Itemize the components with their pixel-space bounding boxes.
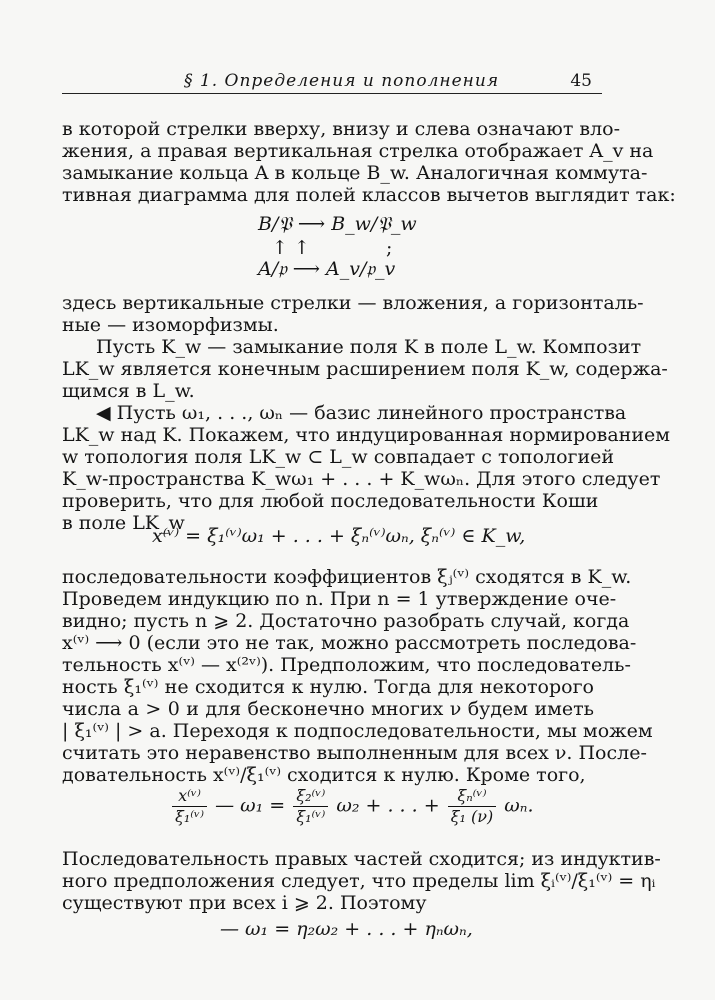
paragraph-6: [62, 848, 661, 914]
text-line: LK_w является конечным расширением поля K_w, содержа-: [62, 358, 668, 380]
text-line: K_w-пространства K_wω₁ + . . . + K_wωₙ. Для этого следует: [62, 468, 661, 490]
text-line: ного предположения следует, что пределы lim ξᵢ⁽ᵛ⁾/ξ₁⁽ᵛ⁾ = ηᵢ: [62, 870, 656, 892]
text-line: здесь вертикальные стрелки — вложения, а горизонталь-: [62, 292, 644, 314]
text-line: проверить, что для любой последовательности Коши: [62, 490, 599, 512]
diagram-semicolon: ;: [386, 237, 393, 259]
paragraph-1: [62, 118, 676, 206]
fraction-3-denominator: ξ₁ (ν): [450, 807, 494, 826]
fraction-1: [172, 786, 207, 827]
fraction-1-numerator: x⁽ᵛ⁾: [172, 786, 207, 807]
equation-2-middle-1: — ω₁ =: [215, 794, 286, 817]
text-line: щимся в L_w.: [62, 380, 195, 402]
text-line: довательность x⁽ᵛ⁾/ξ₁⁽ᵛ⁾ сходится к нулю. Кроме того,: [62, 764, 586, 786]
text-line: считать это неравенство выполненным для всех ν. После-: [62, 742, 647, 764]
text-line: w топология поля LK_w ⊂ L_w совпадает с топологией: [62, 446, 615, 468]
section-title: § 1. Определения и пополнения: [184, 71, 500, 91]
text-line: в поле LK_w: [62, 512, 185, 534]
text-line: ность ξ₁⁽ᵛ⁾ не сходится к нулю. Тогда для некоторого: [62, 676, 594, 698]
fraction-1-denominator: ξ₁⁽ᵛ⁾: [175, 807, 205, 826]
text-line: тивная диаграмма для полей классов вычетов выглядит так:: [62, 184, 676, 206]
text-line: Проведем индукцию по n. При n = 1 утверждение оче-: [62, 588, 617, 610]
text-line: последовательности коэффициентов ξⱼ⁽ᵛ⁾ сходятся в K_w.: [62, 566, 632, 588]
fraction-3: [448, 786, 497, 827]
paragraph-3: [62, 336, 668, 402]
diagram-top-row: B/𝔓 ⟶ B_w/𝔓_w: [258, 213, 417, 235]
fraction-2: [293, 786, 328, 827]
text-line: Последовательность правых частей сходится; из индуктив-: [62, 848, 661, 870]
text-line: существуют при всех i ⩾ 2. Поэтому: [62, 892, 427, 914]
text-line: Пусть K_w — замыкание поля K в поле L_w. Композит: [96, 336, 642, 358]
fraction-3-numerator: ξₙ⁽ᵛ⁾: [448, 786, 497, 807]
fraction-2-denominator: ξ₁⁽ᵛ⁾: [296, 807, 326, 826]
equation-1: x⁽ᵛ⁾ = ξ₁⁽ᵛ⁾ω₁ + . . . + ξₙ⁽ᵛ⁾ωₙ, ξₙ⁽ᵛ⁾ ∈ K_w,: [152, 525, 526, 547]
text-line: ◀ Пусть ω₁, . . ., ωₙ — базис линейного пространства: [96, 402, 627, 424]
equation-3: — ω₁ = η₂ω₂ + . . . + ηₙωₙ,: [220, 918, 473, 940]
text-line: | ξ₁⁽ᵛ⁾ | > a. Переходя к подпоследовательности, мы можем: [62, 720, 653, 742]
text-line: жения, а правая вертикальная стрелка отображает A_v на: [62, 140, 654, 162]
text-line: видно; пусть n ⩾ 2. Достаточно разобрать случай, когда: [62, 610, 630, 632]
equation-2-tail: ωₙ.: [504, 794, 534, 817]
text-line: ные — изоморфизмы.: [62, 314, 279, 336]
running-header: [62, 71, 602, 94]
text-line: замыкание кольца A в кольце B_w. Аналогичная коммута-: [62, 162, 648, 184]
paragraph-4: [62, 402, 671, 534]
text-line: числа a > 0 и для бесконечно многих ν будем иметь: [62, 698, 594, 720]
text-line: x⁽ᵛ⁾ ⟶ 0 (если это не так, можно рассмотреть последова-: [62, 632, 637, 654]
equation-2-middle-2: ω₂ + . . . +: [336, 794, 440, 817]
page-number: 45: [570, 71, 592, 91]
text-line: LK_w над K. Покажем, что индуцированная нормированием: [62, 424, 671, 446]
fraction-2-numerator: ξ₂⁽ᵛ⁾: [293, 786, 328, 807]
paragraph-5: [62, 566, 653, 786]
paragraph-2: [62, 292, 644, 336]
equation-2: [170, 786, 533, 827]
diagram-vertical-arrows: ↑ ↑: [272, 237, 310, 259]
diagram-bottom-row: A/𝔭 ⟶ A_v/𝔭_v: [258, 258, 396, 280]
text-line: в которой стрелки вверху, внизу и слева означают вло-: [62, 118, 621, 140]
text-line: тельность x⁽ᵛ⁾ — x⁽²ᵛ⁾). Предположим, что последователь-: [62, 654, 631, 676]
